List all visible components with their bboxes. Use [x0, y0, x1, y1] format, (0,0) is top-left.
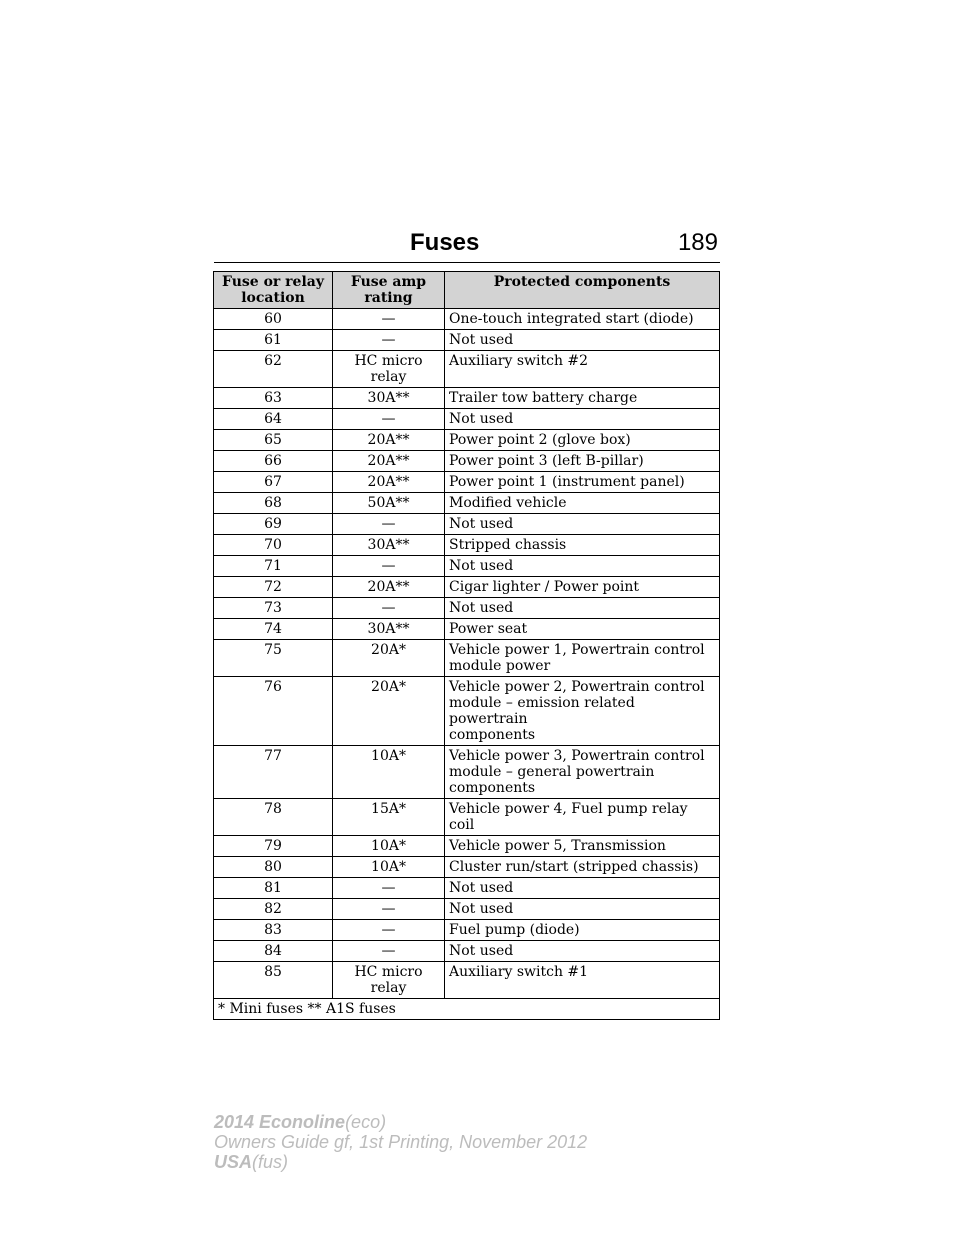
protected-components-cell: Auxiliary switch #2 — [445, 351, 720, 388]
fuse-location-cell: 67 — [214, 472, 333, 493]
protected-components-cell: Trailer tow battery charge — [445, 388, 720, 409]
table-row — [214, 619, 720, 640]
footer-model-code: (eco) — [345, 1112, 387, 1132]
footer-line-2: Owners Guide gf, 1st Printing, November 2012 — [214, 1132, 588, 1152]
fuse-location-cell: 85 — [214, 962, 333, 999]
protected-components-cell: Not used — [445, 878, 720, 899]
fuse-location-cell: 81 — [214, 878, 333, 899]
footnote-row — [214, 999, 720, 1020]
protected-components-cell: Not used — [445, 514, 720, 535]
fuse-amp-cell: — — [333, 878, 445, 899]
protected-components-cell: Vehicle power 4, Fuel pump relay coil — [445, 799, 720, 836]
protected-components-cell: Modified vehicle — [445, 493, 720, 514]
table-row — [214, 746, 720, 799]
fuse-amp-cell: 20A* — [333, 640, 445, 677]
fuse-amp-cell: 10A* — [333, 746, 445, 799]
fuse-amp-cell: HC micro relay — [333, 962, 445, 999]
protected-components-cell: Cluster run/start (stripped chassis) — [445, 857, 720, 878]
table-row — [214, 598, 720, 619]
protected-components-cell: Vehicle power 3, Powertrain control module – general powertrain components — [445, 746, 720, 799]
fuse-amp-cell: — — [333, 598, 445, 619]
column-header-protected-components: Protected components — [445, 272, 720, 309]
protected-components-cell: Power point 1 (instrument panel) — [445, 472, 720, 493]
fuse-location-cell: 77 — [214, 746, 333, 799]
table-row — [214, 351, 720, 388]
fuse-amp-cell: 20A** — [333, 451, 445, 472]
table-row — [214, 799, 720, 836]
fuse-location-cell: 82 — [214, 899, 333, 920]
table-footnote: * Mini fuses ** A1S fuses — [214, 999, 720, 1020]
protected-components-cell: Cigar lighter / Power point — [445, 577, 720, 598]
table-row — [214, 857, 720, 878]
table-row — [214, 472, 720, 493]
table-row — [214, 577, 720, 598]
fuse-amp-cell: — — [333, 309, 445, 330]
protected-components-cell: Not used — [445, 409, 720, 430]
section-title: Fuses — [410, 229, 480, 256]
table-row — [214, 309, 720, 330]
fuse-amp-cell: 30A** — [333, 388, 445, 409]
fuse-location-cell: 79 — [214, 836, 333, 857]
fuse-location-cell: 64 — [214, 409, 333, 430]
fuse-amp-cell: — — [333, 409, 445, 430]
table-row — [214, 920, 720, 941]
fuse-location-cell: 62 — [214, 351, 333, 388]
page-header — [214, 228, 720, 263]
fuse-amp-cell: 20A** — [333, 472, 445, 493]
fuse-location-cell: 80 — [214, 857, 333, 878]
fuse-location-cell: 69 — [214, 514, 333, 535]
fuse-table-body — [214, 309, 720, 999]
table-header-row — [214, 272, 720, 309]
fuse-amp-cell: 20A** — [333, 577, 445, 598]
fuse-location-cell: 60 — [214, 309, 333, 330]
protected-components-cell: Stripped chassis — [445, 535, 720, 556]
fuse-location-cell: 63 — [214, 388, 333, 409]
fuse-amp-cell: 15A* — [333, 799, 445, 836]
table-row — [214, 677, 720, 746]
footer-market-code: (fus) — [252, 1152, 289, 1172]
protected-components-cell: Vehicle power 5, Transmission — [445, 836, 720, 857]
fuse-amp-cell: 30A** — [333, 535, 445, 556]
footer-line-3 — [214, 1152, 587, 1172]
fuse-location-cell: 83 — [214, 920, 333, 941]
protected-components-cell: Not used — [445, 556, 720, 577]
fuse-location-cell: 78 — [214, 799, 333, 836]
fuse-amp-cell: 10A* — [333, 857, 445, 878]
fuse-amp-cell: 50A** — [333, 493, 445, 514]
table-row — [214, 535, 720, 556]
fuse-location-cell: 74 — [214, 619, 333, 640]
protected-components-cell: Auxiliary switch #1 — [445, 962, 720, 999]
table-row — [214, 962, 720, 999]
protected-components-cell: Not used — [445, 330, 720, 351]
fuse-location-cell: 65 — [214, 430, 333, 451]
fuse-amp-cell: 30A** — [333, 619, 445, 640]
fuse-amp-cell: HC micro relay — [333, 351, 445, 388]
fuse-amp-cell: — — [333, 941, 445, 962]
footer-line-1 — [214, 1112, 587, 1132]
fuse-location-cell: 61 — [214, 330, 333, 351]
column-header-location: Fuse or relay location — [214, 272, 333, 309]
column-header-amp-rating: Fuse amp rating — [333, 272, 445, 309]
fuse-location-cell: 84 — [214, 941, 333, 962]
fuse-location-cell: 72 — [214, 577, 333, 598]
table-row — [214, 388, 720, 409]
protected-components-cell: Fuel pump (diode) — [445, 920, 720, 941]
page-number: 189 — [677, 229, 718, 256]
table-row — [214, 878, 720, 899]
protected-components-cell: Vehicle power 2, Powertrain control module – emission related powertrain components — [445, 677, 720, 746]
protected-components-cell: Vehicle power 1, Powertrain control module power — [445, 640, 720, 677]
table-row — [214, 640, 720, 677]
table-row — [214, 493, 720, 514]
table-row — [214, 836, 720, 857]
table-row — [214, 899, 720, 920]
fuse-location-cell: 75 — [214, 640, 333, 677]
fuse-location-cell: 68 — [214, 493, 333, 514]
protected-components-cell: Power point 2 (glove box) — [445, 430, 720, 451]
fuse-amp-cell: — — [333, 556, 445, 577]
fuse-location-cell: 66 — [214, 451, 333, 472]
fuse-amp-cell: 20A** — [333, 430, 445, 451]
table-row — [214, 330, 720, 351]
fuse-amp-cell: — — [333, 920, 445, 941]
table-row — [214, 514, 720, 535]
fuse-location-cell: 70 — [214, 535, 333, 556]
table-row — [214, 556, 720, 577]
protected-components-cell: Power seat — [445, 619, 720, 640]
fuse-amp-cell: — — [333, 330, 445, 351]
fuse-amp-cell: — — [333, 899, 445, 920]
protected-components-cell: Power point 3 (left B-pillar) — [445, 451, 720, 472]
protected-components-cell: Not used — [445, 598, 720, 619]
fuse-location-cell: 71 — [214, 556, 333, 577]
table-row — [214, 451, 720, 472]
table-row — [214, 430, 720, 451]
fuse-table — [213, 271, 720, 1020]
protected-components-cell: One-touch integrated start (diode) — [445, 309, 720, 330]
fuse-amp-cell: — — [333, 514, 445, 535]
table-row — [214, 409, 720, 430]
fuse-amp-cell: 20A* — [333, 677, 445, 746]
fuse-location-cell: 73 — [214, 598, 333, 619]
table-row — [214, 941, 720, 962]
footer-market: USA — [214, 1152, 253, 1172]
fuse-location-cell: 76 — [214, 677, 333, 746]
fuse-amp-cell: 10A* — [333, 836, 445, 857]
document-footer — [214, 1112, 587, 1172]
footer-model: 2014 Econoline — [214, 1112, 346, 1132]
protected-components-cell: Not used — [445, 899, 720, 920]
protected-components-cell: Not used — [445, 941, 720, 962]
